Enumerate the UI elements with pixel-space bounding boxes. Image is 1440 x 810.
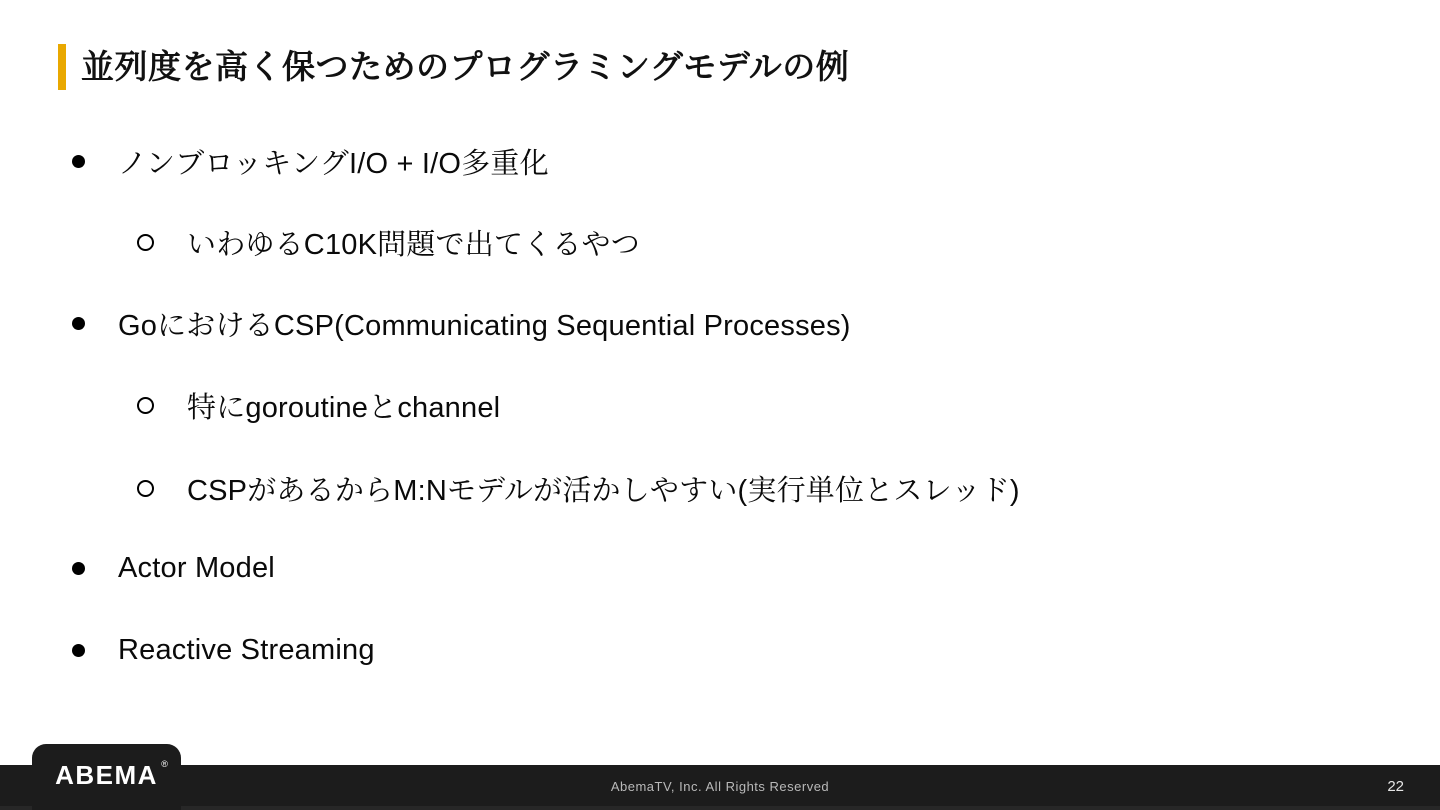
sub-bullet-text: いわゆるC10K問題で出てくるやつ [187, 228, 640, 261]
sub-bullet-text: 特にgoroutineとchannel [187, 391, 501, 424]
title-accent-bar [58, 44, 66, 90]
copyright-text: AbemaTV, Inc. All Rights Reserved [610, 779, 830, 794]
bullet-dot-icon [72, 562, 85, 575]
bullet-dot-icon [72, 155, 85, 168]
sub-bullet-item [137, 468, 1020, 508]
bullet-circle-icon [137, 234, 154, 251]
slide-title: 並列度を高く保つためのプログラミングモデルの例 [81, 48, 850, 85]
bullet-item [72, 141, 549, 181]
bullet-item [72, 303, 851, 343]
bullet-circle-icon [137, 397, 154, 414]
footer-bottom-strip [0, 806, 1440, 810]
footer-bar [0, 765, 1440, 810]
abema-logo [55, 759, 168, 792]
bullet-text: Reactive Streaming [118, 633, 375, 666]
slide-title-block [58, 44, 849, 90]
bullet-text: ノンブロッキングI/O + I/O多重化 [118, 147, 549, 180]
abema-logo-tab [32, 744, 181, 810]
bullet-item [72, 630, 375, 670]
page-number: 22 [1387, 778, 1404, 795]
bullet-text: GoにおけるCSP(Communicating Sequential Processes) [118, 309, 851, 342]
bullet-text: Actor Model [118, 551, 275, 584]
bullet-dot-icon [72, 644, 85, 657]
sub-bullet-item [137, 222, 640, 262]
sub-bullet-text: CSPがあるからM:Nモデルが活かしやすい(実行単位とスレッド) [187, 474, 1020, 507]
sub-bullet-item [137, 385, 500, 425]
bullet-dot-icon [72, 317, 85, 330]
bullet-circle-icon [137, 480, 154, 497]
bullet-item [72, 548, 275, 588]
registered-trademark-icon: ® [161, 759, 168, 769]
abema-logo-text: ABEMA [55, 760, 158, 790]
